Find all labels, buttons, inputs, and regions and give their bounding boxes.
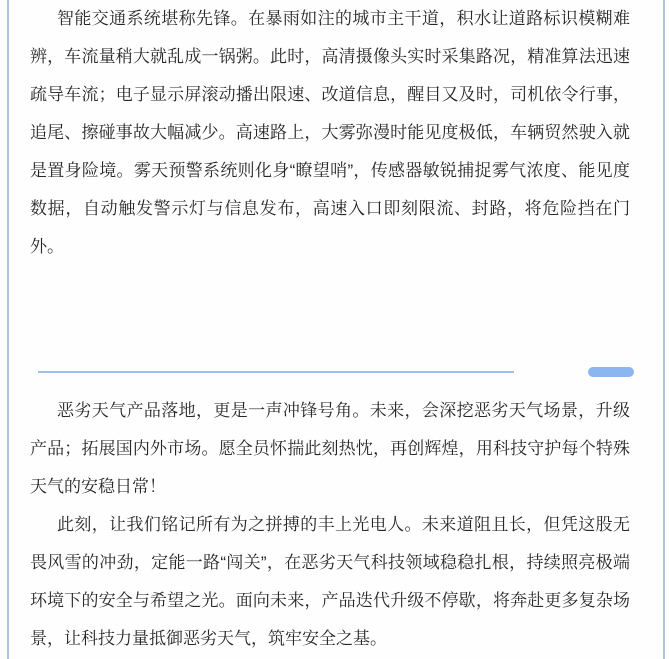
section-divider-line <box>38 371 514 373</box>
page-border-right <box>663 0 665 659</box>
paragraph-product-launch: 恶劣天气产品落地，更是一声冲锋号角。未来，会深挖恶劣天气场景，升级产品；拓展国内外市场。愿全员怀揣此刻热忱，再创辉煌，用科技守护每个特殊天气的安稳日常！ <box>30 401 630 496</box>
page-border-left <box>7 0 9 659</box>
paragraph-closing: 此刻，让我们铭记所有为之拼搏的丰上光电人。未来道阻且长，但凭这股无畏风雪的冲劲，定能一路“闯关”，在恶劣天气科技领域稳稳扎根，持续照亮极端环境下的安全与希望之光。面向未来，产品迭代升级不停歇，将奔赴更多复杂场景，让科技力量抵御恶劣天气，筑牢安全之基。 <box>30 515 630 648</box>
paragraph-smart-traffic: 智能交通系统堪称先锋。在暴雨如注的城市主干道，积水让道路标识模糊难辨，车流量稍大就乱成一锅粥。此时，高清摄像头实时采集路况，精准算法迅速疏导车流；电子显示屏滚动播出限速、改道信息，醒目又及时，司机依令行事，追尾、擦碰事故大幅减少。高速路上，大雾弥漫时能见度极低，车辆贸然驶入就是置身险境。雾天预警系统则化身“瞭望哨”，传感器敏锐捕捉雾气浓度、能见度数据，自动触发警示灯与信息发布，高速入口即刻限流、封路，将危险挡在门外。 <box>30 9 630 256</box>
section-gap <box>30 266 630 392</box>
document-content <box>30 0 630 658</box>
divider-handle-pill[interactable] <box>588 367 634 377</box>
